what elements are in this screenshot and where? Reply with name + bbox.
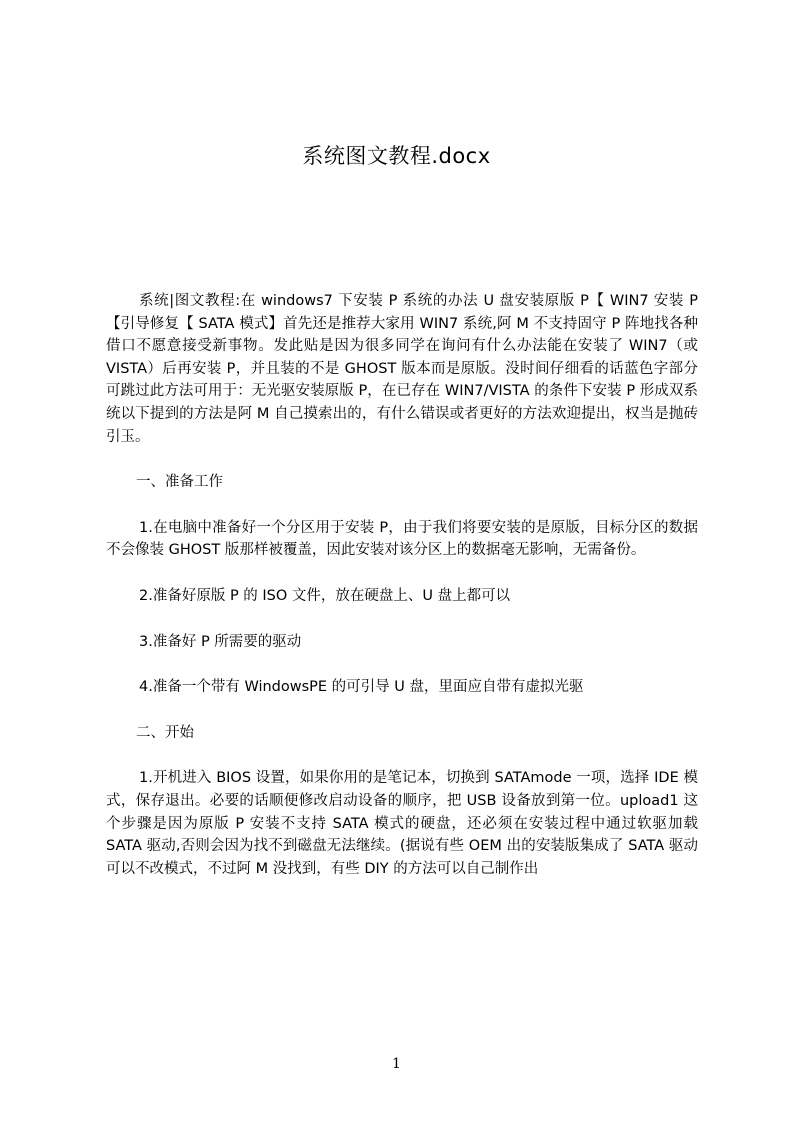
- intro-paragraph: 系统|图文教程:在 windows7 下安装 P 系统的办法 U 盘安装原版 P【 WIN7 安装 P【引导修复【 SATA 模式】首先还是推荐大家用 WIN7 系统,阿 M 不支持固守 P 阵地找各种借口不愿意接受新事物。发此贴是因为很多同学在询问有什么办法能在安装了 WIN7（或 VISTA）后再安装 P，并且装的不是 GHOST 版本而是原版。没时间仔细看的话蓝色字部分可跳过此方法可用于：无光驱安装原版 P，在已存在 WIN7/VISTA 的条件下安装 P 形成双系统以下提到的方法是阿 M 自己摸索出的，有什么错误或者更好的方法欢迎提出，权当是抛砖引玉。: [106, 293, 698, 445]
- section-heading-preparation: 一、准备工作: [136, 474, 223, 491]
- section-heading-start: 二、开始: [136, 724, 194, 741]
- prep-item-2: 2.准备好原版 P 的 ISO 文件，放在硬盘上、U 盘上都可以: [139, 587, 511, 604]
- page-number: 1: [392, 1056, 401, 1072]
- prep-item-1: 1.在电脑中准备好一个分区用于安装 P，由于我们将要安装的是原版，目标分区的数据不会像装 GHOST 版那样被覆盖，因此安装对该分区上的数据毫无影响，无需备份。: [106, 519, 698, 559]
- document-body: [106, 290, 698, 880]
- document-title: 系统图文教程.docx: [302, 144, 491, 168]
- prep-item-3: 3.准备好 P 所需要的驱动: [139, 633, 302, 650]
- prep-item-4: 4.准备一个带有 WindowsPE 的可引导 U 盘，里面应自带有虚拟光驱: [139, 679, 584, 696]
- start-item-1: 1.开机进入 BIOS 设置，如果你用的是笔记本，切换到 SATAmode 一项，选择 IDE 模式，保存退出。必要的话顺便修改启动设备的顺序，把 USB 设备放到第一位。upload1 这个步骤是因为原版 P 安装不支持 SATA 模式的硬盘，还必须在安装过程中通过软驱加载 SATA 驱动,否则会因为找不到磁盘无法继续。(据说有些 OEM 出的安装版集成了 SATA 驱动可以不改模式，不过阿 M 没找到，有些 DIY 的方法可以自己制作出: [106, 770, 698, 877]
